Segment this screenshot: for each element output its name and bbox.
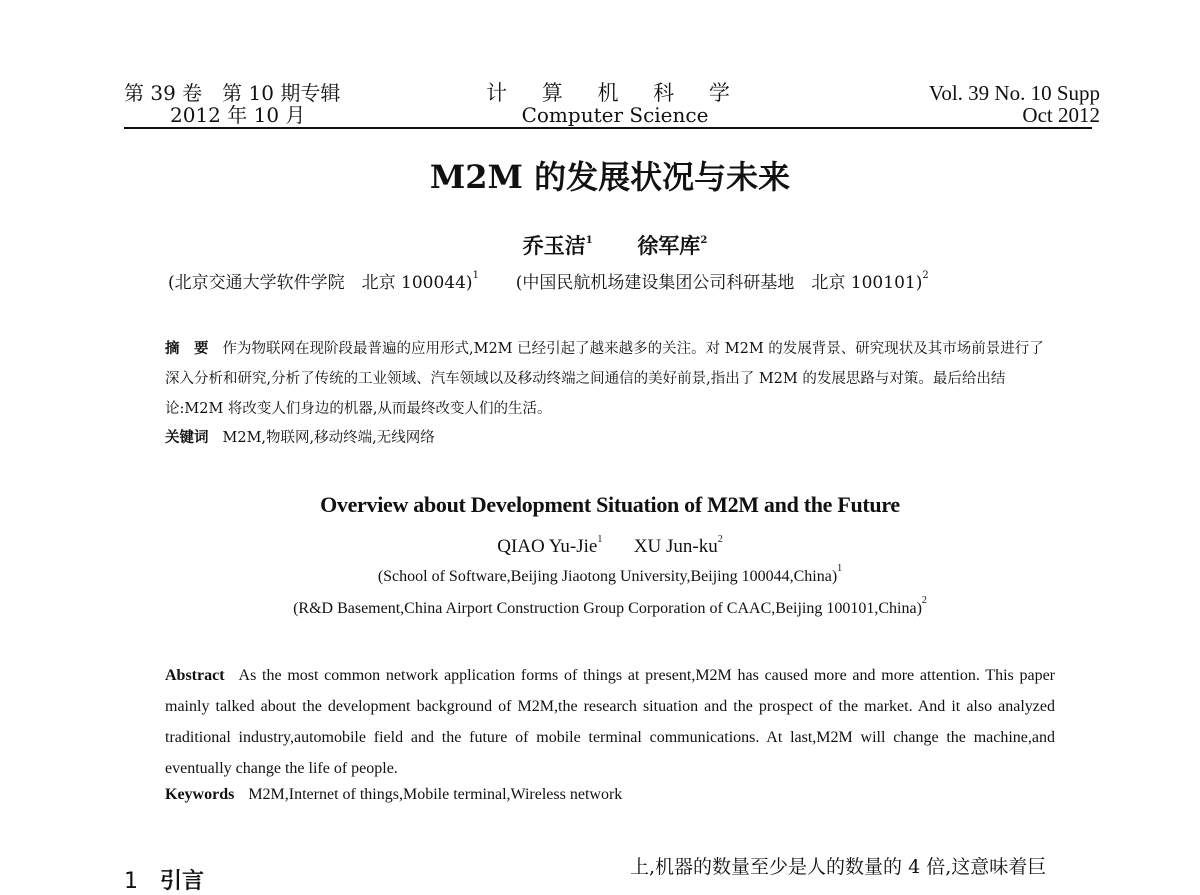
affiliation: (北京交通大学软件学院 北京 100044) bbox=[168, 273, 473, 293]
section-number: 1 bbox=[124, 869, 138, 894]
issue-date-en: Oct 2012 bbox=[1022, 103, 1100, 127]
abstract-cn-text: 作为物联网在现阶段最普遍的应用形式,M2M 已经引起了越来越多的关注。对 M2M 的发展背景、研究现状及其市场前景进行了深入分析和研究,分析了传统的工业领域、汽车领域以及移动终端之间通信的美好前景,指出了 M2M 的发展思路与对策。最后给出结论:M2M 将改变人们身边的机器,从而最终改变人们的生活。 bbox=[165, 341, 1044, 417]
journal-volume-info-en bbox=[880, 82, 1100, 126]
abstract-cn-label: 摘 要 bbox=[165, 340, 209, 357]
english-affiliation bbox=[0, 563, 1200, 586]
abstract-en-text: As the most common network application forms of things at present,M2M has caused more and more attention. This paper mainly talked about the development background of M2M,the research situation and the prospect of the market. And it also analyzed traditional industry,automobile field and the future of mobile terminal communications. At last,M2M will change the machine,and eventually change the life of people. bbox=[165, 667, 1055, 777]
english-author-name: XU Jun-ku bbox=[633, 536, 718, 557]
section-title: 引言 bbox=[160, 869, 205, 894]
affiliation-mark: 1 bbox=[472, 270, 479, 281]
keywords-cn-label: 关键词 bbox=[165, 429, 209, 446]
affiliation: (中国民航机场建设集团公司科研基地 北京 100101) bbox=[515, 273, 923, 293]
english-affiliation-mark: 2 bbox=[921, 595, 927, 606]
journal-name bbox=[480, 82, 750, 126]
affiliation-list bbox=[168, 268, 929, 293]
english-author-list bbox=[0, 536, 1200, 558]
english-author-mark: 2 bbox=[717, 534, 723, 545]
author-affil-mark: 1 bbox=[585, 235, 593, 246]
author-name: 徐军库 bbox=[637, 233, 701, 258]
journal-name-cn: 计 算 机 科 学 bbox=[486, 81, 744, 105]
keywords-cn-text: M2M,物联网,移动终端,无线网络 bbox=[222, 430, 435, 446]
keywords-en bbox=[165, 786, 1055, 804]
english-affiliation-text: (R&D Basement,China Airport Construction Group Corporation of CAAC,Beijing 100101,China) bbox=[293, 600, 922, 617]
keywords-en-label: Keywords bbox=[165, 786, 235, 803]
volume-issue: 第 39 卷 第 10 期专辑 bbox=[124, 81, 341, 105]
english-title: Overview about Development Situation of M2M and the Future bbox=[320, 492, 900, 517]
body-text-right-column: 上,机器的数量至少是人的数量的 4 倍,这意味着巨 bbox=[630, 856, 1047, 878]
english-author-mark: 1 bbox=[597, 534, 603, 545]
journal-volume-info bbox=[124, 82, 340, 126]
affiliation-mark: 2 bbox=[922, 270, 929, 281]
english-affiliation-text: (School of Software,Beijing Jiaotong University,Beijing 100044,China) bbox=[377, 568, 838, 585]
issue-date-cn: 2012 年 10 月 bbox=[170, 103, 306, 127]
volume-issue-en: Vol. 39 No. 10 Supp bbox=[928, 81, 1100, 105]
header-rule bbox=[124, 127, 1092, 129]
section-heading bbox=[124, 864, 204, 895]
abstract-en bbox=[165, 660, 1055, 784]
abstract-en-label: Abstract bbox=[165, 667, 225, 684]
english-author-name: QIAO Yu-Jie bbox=[497, 536, 598, 557]
journal-name-en: Computer Science bbox=[521, 103, 709, 127]
abstract-cn bbox=[165, 334, 1055, 424]
english-affiliation bbox=[0, 595, 1200, 618]
keywords-en-text: M2M,Internet of things,Mobile terminal,Wireless network bbox=[248, 786, 623, 803]
author-list bbox=[0, 230, 1200, 260]
author-affil-mark: 2 bbox=[700, 235, 708, 246]
keywords-cn bbox=[165, 426, 1055, 447]
paper-title: M2M 的发展状况与未来 bbox=[429, 158, 791, 196]
author-name: 乔玉洁 bbox=[522, 233, 586, 258]
english-affiliation-mark: 1 bbox=[837, 563, 843, 574]
